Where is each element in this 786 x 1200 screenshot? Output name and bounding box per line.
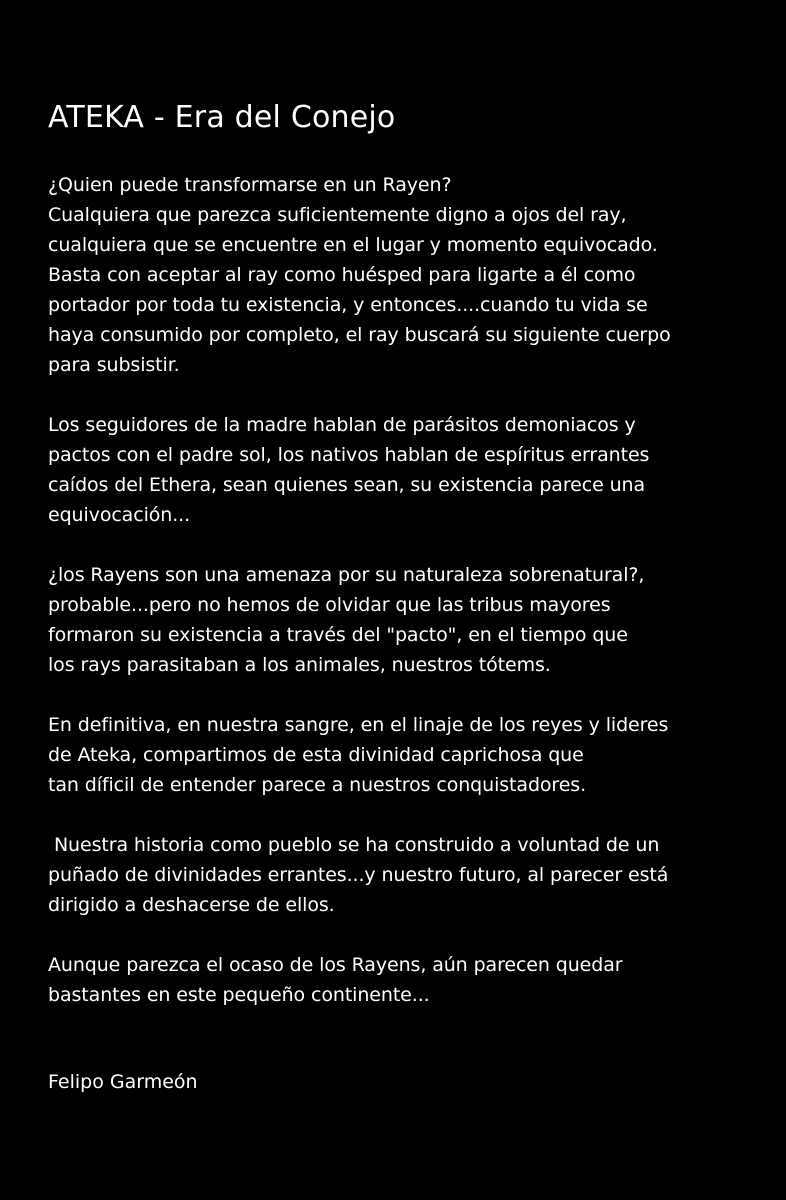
text-line: Los seguidores de la madre hablan de parásitos demoniacos y xyxy=(48,414,636,436)
text-line: Nuestra historia como pueblo se ha construido a voluntad de un xyxy=(48,834,660,856)
author-signature: Felipo Garmeón xyxy=(48,1071,198,1093)
text-line: ¿Quien puede transformarse en un Rayen? xyxy=(48,174,452,196)
text-line: haya consumido por completo, el ray buscará su siguiente cuerpo xyxy=(48,324,671,346)
text-line: cualquiera que se encuentre en el lugar y momento equivocado. xyxy=(48,234,658,256)
paragraph-4 xyxy=(48,710,768,800)
text-line: bastantes en este pequeño continente... xyxy=(48,984,430,1006)
paragraph-6 xyxy=(48,950,768,1010)
text-line: equivocación... xyxy=(48,504,191,526)
text-line: dirigido a deshacerse de ellos. xyxy=(48,894,335,916)
text-line: ¿los Rayens son una amenaza por su naturaleza sobrenatural?, xyxy=(48,564,645,586)
text-line: tan díficil de entender parece a nuestros conquistadores. xyxy=(48,774,587,796)
text-line: caídos del Ethera, sean quienes sean, su existencia parece una xyxy=(48,474,646,496)
text-line: formaron su existencia a través del "pacto", en el tiempo que xyxy=(48,624,628,646)
document-body xyxy=(48,100,768,1040)
text-line: Basta con aceptar al ray como huésped para ligarte a él como xyxy=(48,264,636,286)
text-line: de Ateka, compartimos de esta divinidad caprichosa que xyxy=(48,744,584,766)
text-line: probable...pero no hemos de olvidar que las tribus mayores xyxy=(48,594,611,616)
text-line: los rays parasitaban a los animales, nuestros tótems. xyxy=(48,654,551,676)
page-title: ATEKA - Era del Conejo xyxy=(48,100,396,135)
paragraph-1 xyxy=(48,170,768,380)
text-line: puñado de divinidades errantes...y nuestro futuro, al parecer está xyxy=(48,864,669,886)
paragraph-3 xyxy=(48,560,768,680)
paragraph-2 xyxy=(48,410,768,530)
text-line: para subsistir. xyxy=(48,354,180,376)
text-line: Aunque parezca el ocaso de los Rayens, aún parecen quedar xyxy=(48,954,623,976)
text-line: portador por toda tu existencia, y entonces....cuando tu vida se xyxy=(48,294,648,316)
text-line: pactos con el padre sol, los nativos hablan de espíritus errantes xyxy=(48,444,650,466)
paragraph-5 xyxy=(48,830,768,920)
text-line: Cualquiera que parezca suficientemente digno a ojos del ray, xyxy=(48,204,627,226)
text-line: En definitiva, en nuestra sangre, en el linaje de los reyes y lideres xyxy=(48,714,669,736)
